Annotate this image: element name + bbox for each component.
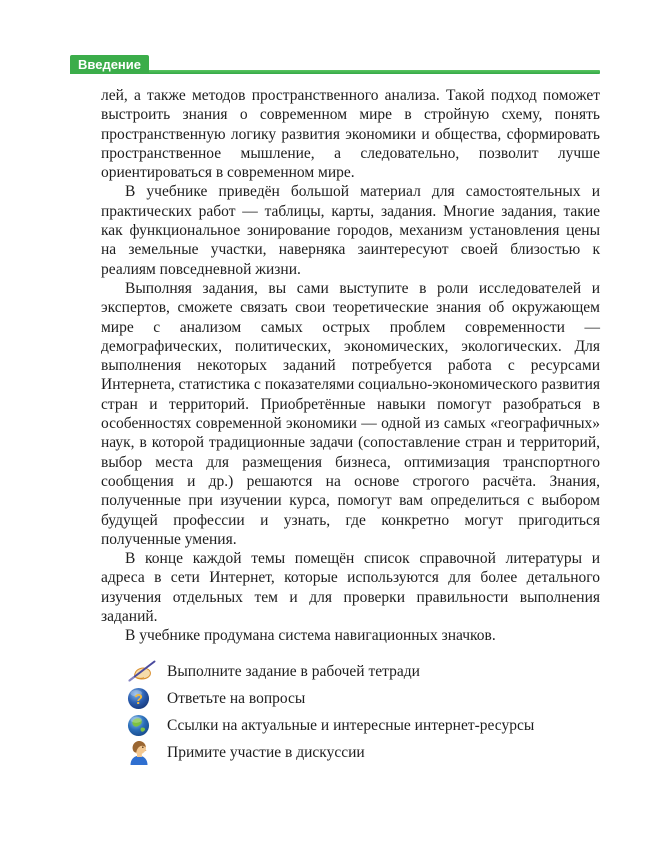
paragraph: Выполняя задания, вы сами выступите в роли исследователей и экспертов, сможете связать свои теоретические знания об окружающем мире с анализом самых острых проблем современности — демографических, политических, экономических, экологических. Для выполнения некоторых заданий потребуется работа с ресурсами Интернета, статистика с показателями социально-экономического развития стран и территорий. Приобретённые навыки помогут разобраться в особенностях современной экономики — одной из самых «географичных» наук, в которой традиционные задачи (сопоставление стран и территорий, выбор места для размещения бизнеса, оптимизация транспортного сообщения и др.) решаются на основе строгого расчёта. Знания, полученные при изучении курса, помогут вам определиться с выбором будущей профессии и узнать, где конкретно могут пригодиться полученные умения. bbox=[101, 279, 600, 548]
legend-item bbox=[127, 658, 600, 685]
legend-label: Примите участие в дискуссии bbox=[167, 743, 365, 761]
paragraph: В учебнике продумана система навигационных значков. bbox=[125, 627, 496, 645]
question-mark-icon bbox=[127, 687, 167, 710]
section-rule bbox=[70, 70, 600, 74]
globe-icon bbox=[127, 714, 167, 737]
section-header bbox=[70, 55, 600, 75]
navigation-legend bbox=[127, 658, 600, 766]
body-text bbox=[101, 86, 600, 766]
paragraph: В конце каждой темы помещён список справочной литературы и адреса в сети Интернет, которые используются для более детального изучения отдельных тем и для проверки правильности выполнения заданий. bbox=[101, 550, 600, 626]
legend-label: Выполните задание в рабочей тетради bbox=[167, 662, 420, 680]
paragraph: лей, а также методов пространственного анализа. Такой подход поможет выстроить знания о современном мире в стройную схему, понять пространственную логику развития экономики и общества, сформировать пространственное мышление, а следовательно, позволит лучше ориентироваться в современном мире. bbox=[101, 87, 600, 182]
legend-item bbox=[127, 685, 600, 712]
legend-label: Ссылки на актуальные и интересные интернет-ресурсы bbox=[167, 716, 535, 734]
discussion-person-icon bbox=[127, 739, 167, 765]
paragraph: В учебнике приведён большой материал для самостоятельных и практических работ — таблицы, карты, задания. Многие задания, такие как функциональное зонирование городов, механизм установления цены на земельные участки, наверняка заинтересуют своей близостью к реалиям повседневной жизни. bbox=[101, 183, 600, 278]
writing-hand-icon bbox=[127, 659, 167, 683]
legend-label: Ответьте на вопросы bbox=[167, 689, 306, 707]
legend-item bbox=[127, 712, 600, 739]
legend-item bbox=[127, 739, 600, 766]
svg-text:?: ? bbox=[134, 691, 143, 708]
section-badge: Введение bbox=[70, 55, 149, 74]
